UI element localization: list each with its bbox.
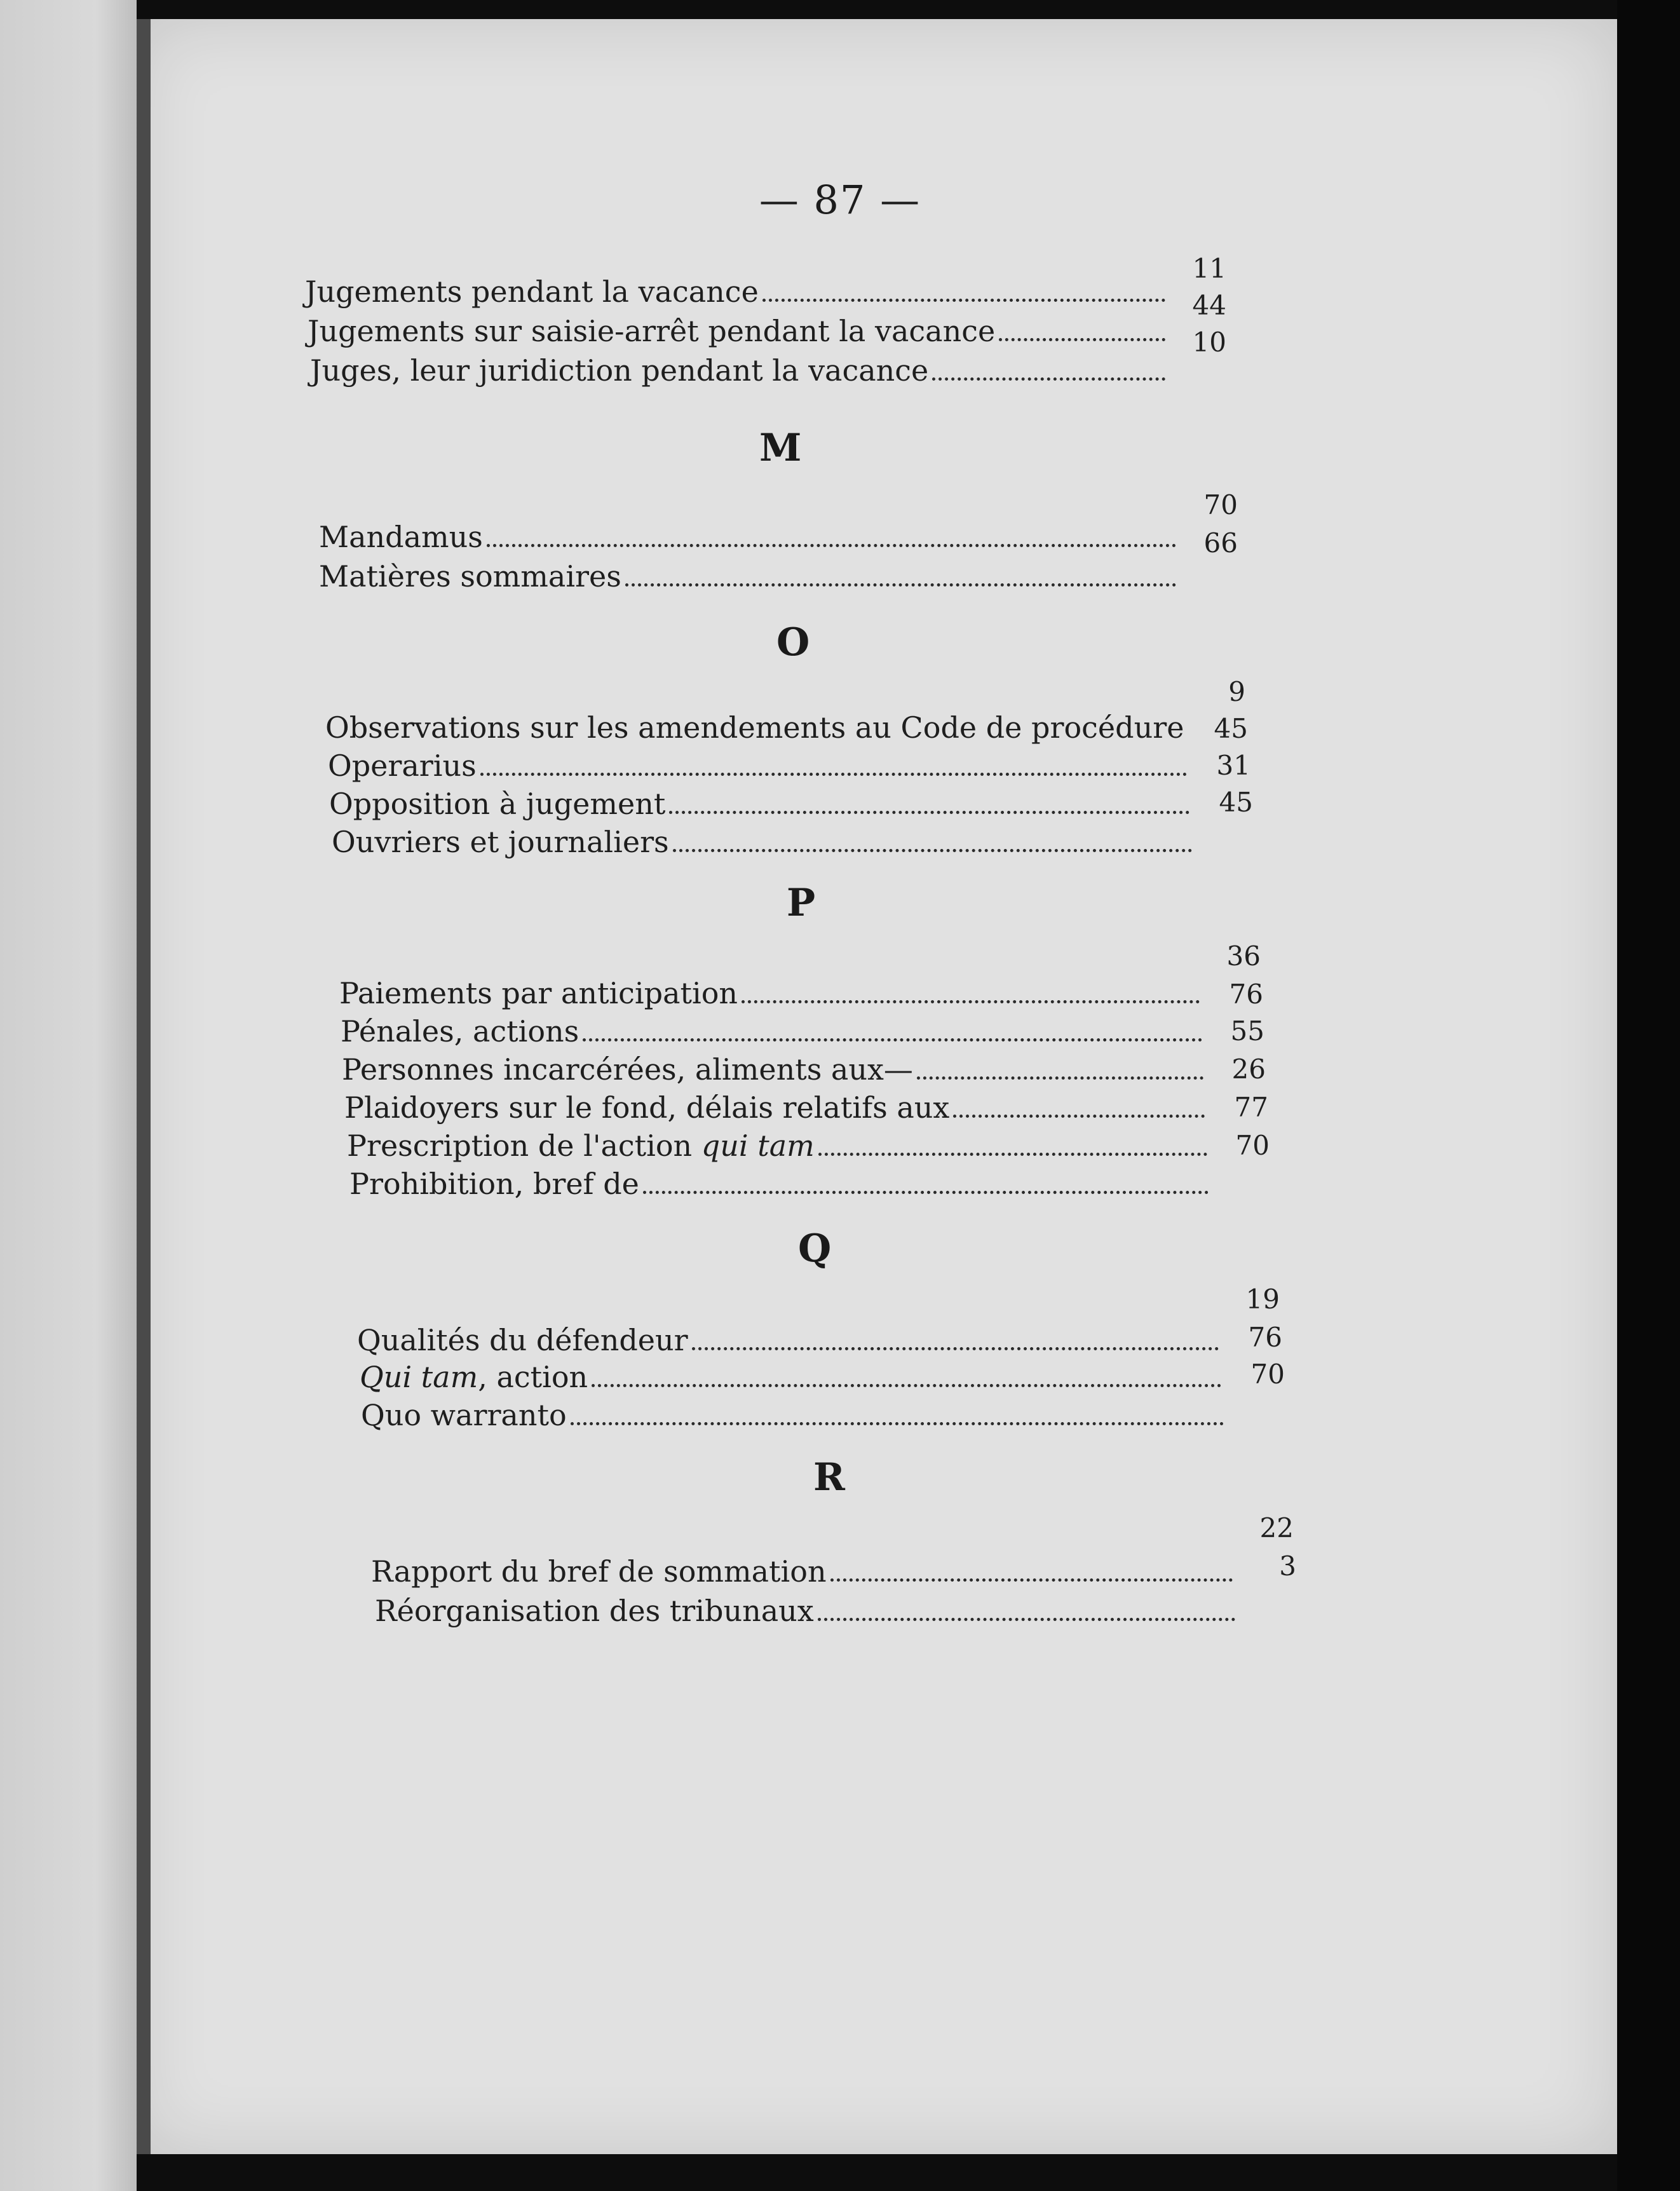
dot-leader (592, 1383, 1221, 1387)
scan-border-bottom (137, 2154, 1617, 2191)
entry-label: Mandamus (319, 520, 483, 554)
index-entry (357, 1323, 1223, 1360)
dot-leader (742, 1000, 1200, 1003)
entry-page: 9 (1228, 676, 1245, 707)
entry-label (347, 1129, 815, 1163)
entry-page: 44 (1192, 290, 1226, 321)
index-entry (325, 710, 1188, 747)
index-entry (339, 976, 1203, 1013)
index-entry (360, 1360, 1225, 1397)
entry-page: 26 (1231, 1054, 1266, 1085)
entry-label: Jugements sur saisie-arrêt pendant la vacance (308, 314, 996, 348)
entry-page: 11 (1192, 253, 1226, 284)
index-entry (344, 1090, 1209, 1127)
entry-label-italic: Qui tam (360, 1360, 478, 1394)
entry-label: Rapport du bref de sommation (371, 1554, 827, 1589)
index-entry (361, 1398, 1228, 1435)
entry-label: Jugements pendant la vacance (305, 275, 759, 309)
index-entry (342, 1052, 1207, 1089)
entry-label-italic: qui tam (701, 1129, 815, 1163)
dot-leader (487, 543, 1176, 547)
dot-leader (932, 377, 1165, 381)
entry-page: 70 (1250, 1359, 1285, 1390)
entry-label: Observations sur les amendements au Code de procédure (325, 710, 1184, 745)
index-entry (328, 749, 1191, 785)
index-entry (332, 825, 1196, 862)
entry-label-text: Prescription de l'action (347, 1129, 701, 1163)
index-entry (329, 787, 1193, 824)
entry-label: Plaidoyers sur le fond, délais relatifs aux (344, 1090, 950, 1125)
index-entry (319, 559, 1180, 596)
dot-leader (692, 1346, 1219, 1350)
dot-leader (669, 810, 1189, 814)
section-letter-p: P (787, 881, 816, 925)
entry-page: 36 (1226, 940, 1261, 972)
index-entry (319, 520, 1180, 557)
adjacent-page-strip (0, 0, 137, 2191)
entry-label: Juges, leur juridiction pendant la vacance (310, 353, 929, 388)
entry-label: Ouvriers et journaliers (332, 825, 669, 859)
entry-page: 77 (1234, 1092, 1268, 1123)
scan-border-right (1617, 0, 1680, 2191)
entry-label: Personnes incarcérées, aliments aux— (342, 1052, 913, 1087)
dot-leader (583, 1038, 1202, 1041)
section-letter-q: Q (798, 1226, 832, 1271)
dot-leader (999, 337, 1165, 341)
dot-leader (762, 298, 1165, 302)
index-entry (347, 1129, 1211, 1165)
entry-page: 3 (1279, 1550, 1296, 1582)
index-entry (375, 1594, 1239, 1631)
section-letter-r: R (813, 1455, 845, 1500)
index-entry (341, 1014, 1206, 1051)
index-entry (349, 1167, 1212, 1204)
dot-leader (643, 1190, 1209, 1194)
dot-leader (480, 772, 1187, 776)
entry-page: 76 (1248, 1322, 1282, 1353)
dot-leader (953, 1114, 1205, 1118)
entry-label: Matières sommaires (319, 559, 621, 594)
section-letter-m: M (759, 426, 802, 470)
entry-label: Pénales, actions (341, 1014, 579, 1048)
index-entry (308, 314, 1169, 351)
entry-page: 45 (1214, 713, 1248, 744)
page-number: — 87 — (759, 177, 921, 223)
entry-page: 31 (1216, 750, 1250, 781)
entry-page: 70 (1235, 1130, 1270, 1161)
entry-page: 55 (1230, 1015, 1264, 1047)
entry-page: 10 (1192, 327, 1226, 358)
entry-page: 66 (1203, 527, 1238, 559)
entry-label: Operarius (328, 749, 477, 783)
entry-label: Qualités du défendeur (357, 1323, 688, 1357)
index-entry (371, 1554, 1236, 1591)
entry-page: 70 (1203, 489, 1238, 520)
dot-leader (818, 1617, 1235, 1621)
entry-label (360, 1360, 588, 1394)
index-entry (310, 353, 1169, 390)
entry-page: 45 (1219, 787, 1253, 818)
index-entry (305, 275, 1169, 311)
entry-label: Paiements par anticipation (339, 976, 738, 1010)
dot-leader (818, 1152, 1207, 1156)
entry-label-text: , action (478, 1360, 588, 1394)
entry-page: 22 (1259, 1512, 1294, 1543)
entry-label: Réorganisation des tribunaux (375, 1594, 814, 1628)
page-spine-shadow (137, 19, 151, 2154)
entry-page: 19 (1245, 1284, 1280, 1315)
entry-page: 76 (1229, 979, 1263, 1010)
dot-leader (625, 583, 1176, 587)
entry-label: Prohibition, bref de (349, 1167, 639, 1201)
section-letter-o: O (776, 620, 810, 665)
dot-leader (917, 1076, 1203, 1080)
entry-label: Quo warranto (361, 1398, 567, 1432)
dot-leader (571, 1421, 1224, 1425)
entry-label: Opposition à jugement (329, 787, 666, 821)
dot-leader (673, 848, 1192, 852)
dot-leader (830, 1578, 1233, 1582)
